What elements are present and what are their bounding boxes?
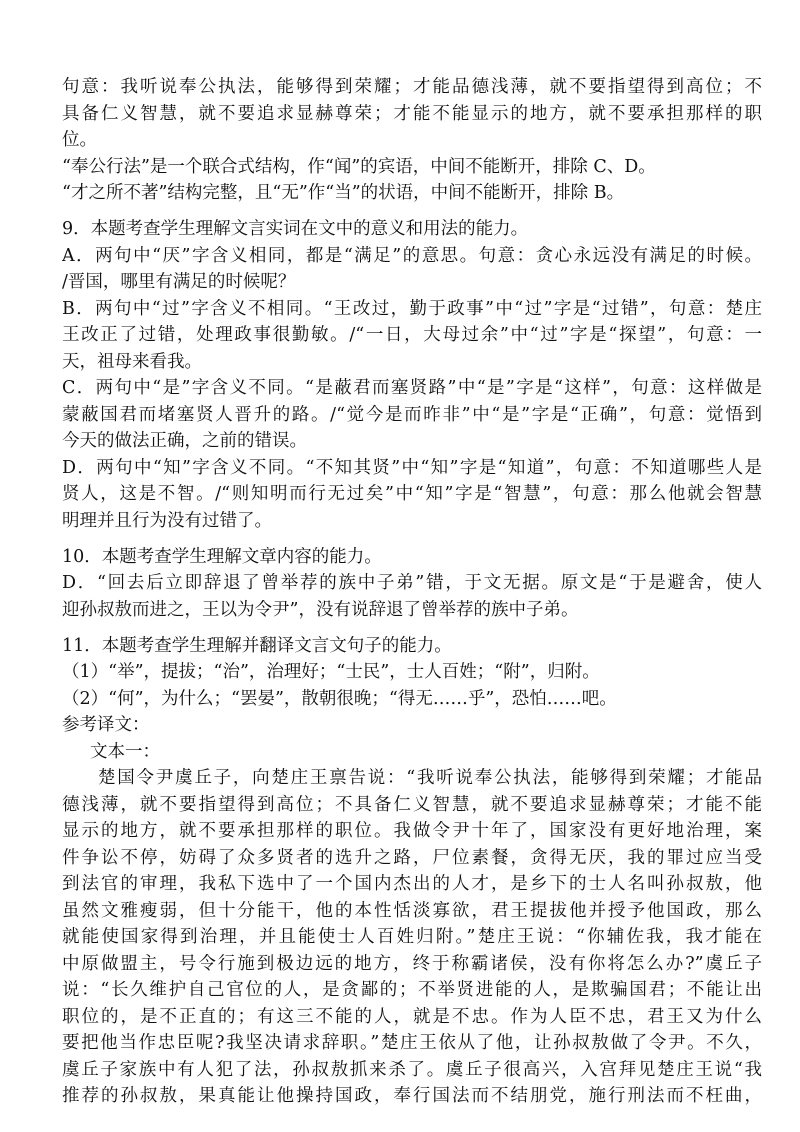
text-line: B．两句中“过”字含义不相同。“王改过，勤于政事”中“过”字是“过错”，句意：楚庄 — [62, 299, 762, 319]
text-line: 具备仁义智慧，就不要追求显赫尊荣；才能不能显示的地方，就不要承担那样的职 — [62, 104, 762, 124]
text-line: 句意：我听说奉公执法，能够得到荣耀；才能品德浅薄，就不要指望得到高位；不 — [62, 77, 762, 97]
text-line: 说：“长久维护自己官位的人，是贪鄙的；不举贤进能的人，是欺骗国君；不能让出 — [62, 980, 762, 1000]
text-line: D．“回去后立即辞退了曾举荐的族中子弟”错，于文无据。原文是“于是避舍，使人 — [62, 573, 762, 593]
text-line: 职位的，是不正直的；有这三不能的人，就是不忠。作为人臣不忠，君王又为什么 — [62, 1007, 762, 1027]
text-line: /晋国，哪里有满足的时候呢？ — [62, 272, 296, 292]
text-line: 虞丘子家族中有人犯了法，孙叔敖抓来杀了。虞丘子很高兴，入宫拜见楚庄王说“我 — [62, 1060, 762, 1080]
text-line: 天，祖母来看我。 — [62, 352, 202, 372]
text-line: 今天的做法正确，之前的错误。 — [62, 431, 307, 451]
text-line: 虽然文雅瘦弱，但十分能干，他的本性恬淡寡欲，君王提拔他并授予他国政，那么 — [62, 901, 762, 921]
text-line: 参考译文： — [62, 715, 150, 735]
text-line: D．两句中“知”字含义不同。“不知其贤”中“知”字是“知道”，句意：不知道哪些人是 — [62, 458, 762, 478]
text-line: “才之所不著”结构完整，且“无”作“当”的状语，中间不能断开，排除 B。 — [62, 183, 625, 203]
question-heading: 11．本题考查学生理解并翻译文言文句子的能力。 — [62, 636, 452, 656]
text-line: 蒙蔽国君而堵塞贤人晋升的路。/“觉今是而昨非”中“是”字是“正确”，句意：觉悟到 — [62, 405, 762, 425]
text-line: 推荐的孙叔敖，果真能让他操持国政，奉行国法而不结朋党，施行刑法而不枉曲， — [62, 1086, 762, 1106]
question-heading: 10．本题考查学生理解文章内容的能力。 — [62, 547, 382, 567]
text-line: 中原做盟主，号令行施到极边远的地方，终于称霸诸侯，没有你将怎么办?”虞丘子 — [62, 954, 762, 974]
text-line: 王改正了过错，处理政事很勤敏。/“一日，大母过余”中“过”字是“探望”，句意：一 — [62, 325, 762, 345]
text-line: （2）“何”，为什么；“罢晏”，散朝很晚；“得无……乎”，恐怕……吧。 — [62, 689, 617, 709]
text-line: C．两句中“是”字含义不同。“是蔽君而塞贤路”中“是”字是“这样”，句意：这样做是 — [62, 378, 762, 398]
text-line: “奉公行法”是一个联合式结构，作“闻”的宾语，中间不能断开，排除 C、D。 — [62, 157, 656, 177]
text-line: 贤人，这是不智。/“则知明而行无过矣”中“知”字是“智慧”，句意：那么他就会智慧 — [62, 484, 762, 504]
text-line: 要把他当作忠臣呢?我坚决请求辞职。”楚庄王依从了他，让孙叔敖做了令尹。不久， — [62, 1033, 762, 1053]
text-line: 位。 — [62, 130, 97, 150]
text-line: （1）“举”，提拔；“治”，治理好；“士民”，士人百姓；“附”，归附。 — [62, 662, 600, 682]
text-line: 文本一： — [90, 742, 160, 762]
question-heading: 9．本题考查学生理解文言实词在文中的意义和用法的能力。 — [62, 219, 529, 239]
text-line: 就能使国家得到治理，并且能使士人百姓归附。”楚庄王说：“你辅佐我，我才能在 — [62, 927, 762, 947]
text-line: 德浅薄，就不要指望得到高位；不具备仁义智慧，就不要追求显赫尊荣；才能不能 — [62, 795, 762, 815]
text-line: 件争讼不停，妨碍了众多贤者的选升之路，尸位素餐，贪得无厌，我的罪过应当受 — [62, 848, 762, 868]
text-line: 明理并且行为没有过错了。 — [62, 511, 272, 531]
text-line: 楚国令尹虞丘子，向楚庄王禀告说：“我听说奉公执法，能够得到荣耀；才能品 — [98, 768, 762, 788]
text-line: 到法官的审理，我私下选中了一个国内杰出的人才，是乡下的士人名叫孙叔敖，他 — [62, 874, 762, 894]
text-line: 显示的地方，就不要承担那样的职位。我做令尹十年了，国家没有更好地治理，案 — [62, 821, 762, 841]
text-line: 迎孙叔敖而进之，王以为令尹”，没有说辞退了曾举荐的族中子弟。 — [62, 600, 579, 620]
text-line: A．两句中“厌”字含义相同，都是“满足”的意思。句意：贪心永远没有满足的时候。 — [62, 246, 762, 266]
